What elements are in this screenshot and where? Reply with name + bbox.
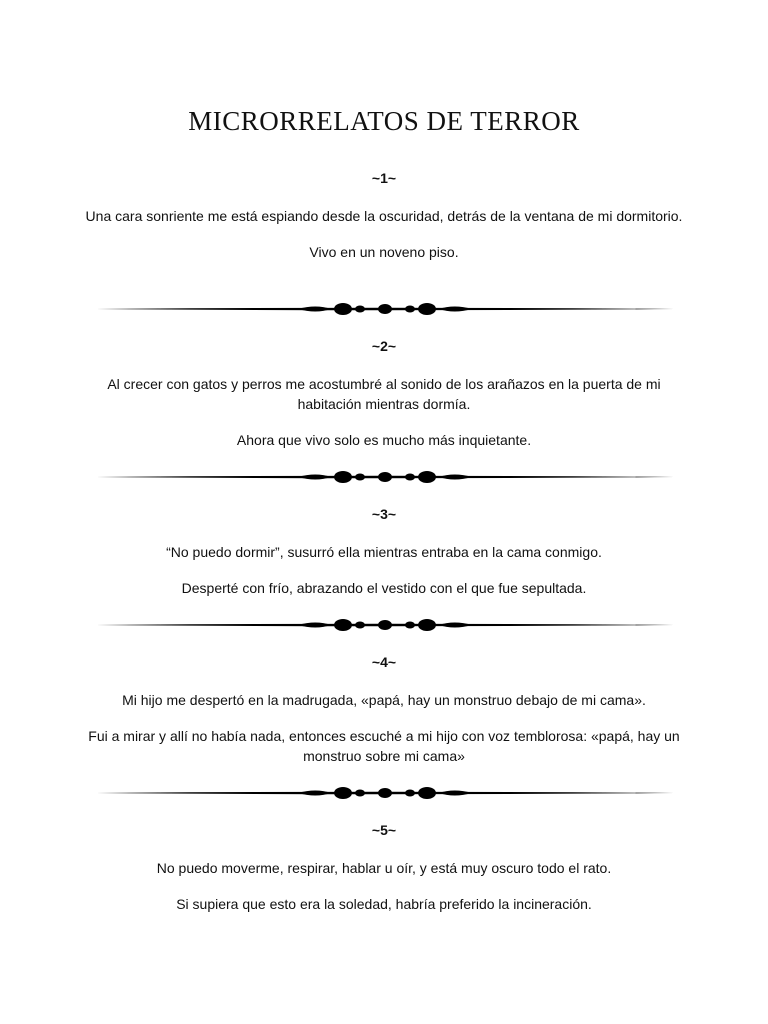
story-paragraph: Desperté con frío, abrazando el vestido con el que fue sepultada. [181, 580, 587, 596]
story-paragraph: Mi hijo me despertó en la madrugada, «papá, hay un monstruo debajo de mi cama». [122, 692, 646, 708]
ornamental-divider [96, 469, 674, 485]
story-paragraph: Vivo en un noveno piso. [309, 244, 459, 260]
document-title: MICRORRELATOS DE TERROR [188, 106, 580, 137]
story-number: ~2~ [371, 338, 397, 354]
story-number: ~5~ [371, 822, 397, 838]
story-paragraph: Fui a mirar y allí no había nada, entonces escuché a mi hijo con voz temblorosa: «papá, hay un monstruo sobre mi cama» [88, 728, 680, 764]
story-paragraph: No puedo moverme, respirar, hablar u oír, y está muy oscuro todo el rato. [156, 860, 612, 876]
ornamental-divider [96, 301, 674, 317]
ornament-icon [96, 617, 674, 633]
story-4 [84, 654, 684, 782]
ornamental-divider [96, 785, 674, 801]
story-paragraph: “No puedo dormir”, susurró ella mientras entraba en la cama conmigo. [166, 544, 602, 560]
story-3 [84, 506, 684, 614]
ornament-icon [96, 785, 674, 801]
story-1 [84, 170, 684, 278]
story-paragraph: Una cara sonriente me está espiando desde la oscuridad, detrás de la ventana de mi dormitorio. [85, 208, 683, 224]
ornamental-divider [96, 617, 674, 633]
story-number: ~3~ [371, 506, 397, 522]
story-number: ~1~ [371, 170, 397, 186]
story-paragraph: Si supiera que esto era la soledad, habría preferido la incineración. [176, 896, 592, 912]
ornament-icon [96, 469, 674, 485]
ornament-icon [96, 301, 674, 317]
story-5 [84, 822, 684, 930]
story-paragraph: Ahora que vivo solo es mucho más inquietante. [236, 432, 532, 448]
story-2 [84, 338, 684, 466]
story-paragraph: Al crecer con gatos y perros me acostumbré al sonido de los arañazos en la puerta de mi habitación mientras dormía. [107, 376, 661, 412]
story-number: ~4~ [371, 654, 397, 670]
